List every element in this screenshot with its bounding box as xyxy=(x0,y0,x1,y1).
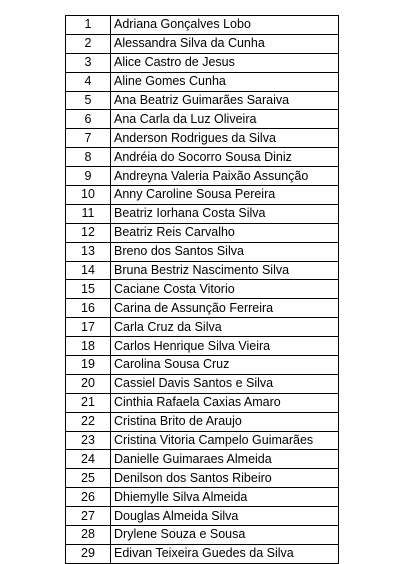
person-name: Carlos Henrique Silva Vieira xyxy=(111,337,339,356)
table-row xyxy=(66,16,339,35)
table-row xyxy=(66,34,339,53)
row-number: 8 xyxy=(66,148,111,167)
row-number: 23 xyxy=(66,431,111,450)
row-number: 16 xyxy=(66,299,111,318)
row-number: 11 xyxy=(66,204,111,223)
row-number: 27 xyxy=(66,507,111,526)
table-row xyxy=(66,261,339,280)
person-name: Cristina Brito de Araujo xyxy=(111,412,339,431)
table-row xyxy=(66,450,339,469)
table-row xyxy=(66,488,339,507)
row-number: 28 xyxy=(66,526,111,545)
person-name: Anderson Rodrigues da Silva xyxy=(111,129,339,148)
table-row xyxy=(66,469,339,488)
person-name: Anny Caroline Sousa Pereira xyxy=(111,186,339,205)
row-number: 13 xyxy=(66,242,111,261)
table-row xyxy=(66,280,339,299)
person-name: Ana Carla da Luz Oliveira xyxy=(111,110,339,129)
person-name: Cinthia Rafaela Caxias Amaro xyxy=(111,393,339,412)
person-name: Edivan Teixeira Guedes da Silva xyxy=(111,544,339,563)
person-name: Alice Castro de Jesus xyxy=(111,53,339,72)
table-row xyxy=(66,299,339,318)
person-name: Denilson dos Santos Ribeiro xyxy=(111,469,339,488)
person-name: Douglas Almeida Silva xyxy=(111,507,339,526)
person-name: Andréia do Socorro Sousa Diniz xyxy=(111,148,339,167)
person-name: Carina de Assunção Ferreira xyxy=(111,299,339,318)
person-name: Beatriz Iorhana Costa Silva xyxy=(111,204,339,223)
person-name: Drylene Souza e Sousa xyxy=(111,526,339,545)
table-row xyxy=(66,129,339,148)
table-row xyxy=(66,374,339,393)
row-number: 24 xyxy=(66,450,111,469)
row-number: 25 xyxy=(66,469,111,488)
row-number: 2 xyxy=(66,34,111,53)
table-row xyxy=(66,526,339,545)
table-row xyxy=(66,337,339,356)
name-list-body xyxy=(66,16,339,564)
person-name: Breno dos Santos Silva xyxy=(111,242,339,261)
row-number: 26 xyxy=(66,488,111,507)
row-number: 9 xyxy=(66,167,111,186)
person-name: Adriana Gonçalves Lobo xyxy=(111,16,339,35)
table-row xyxy=(66,356,339,375)
table-row xyxy=(66,393,339,412)
table-row xyxy=(66,431,339,450)
row-number: 20 xyxy=(66,374,111,393)
row-number: 10 xyxy=(66,186,111,205)
row-number: 22 xyxy=(66,412,111,431)
table-row xyxy=(66,544,339,563)
row-number: 4 xyxy=(66,72,111,91)
person-name: Carla Cruz da Silva xyxy=(111,318,339,337)
person-name: Caciane Costa Vitorio xyxy=(111,280,339,299)
person-name: Dhiemylle Silva Almeida xyxy=(111,488,339,507)
row-number: 3 xyxy=(66,53,111,72)
table-row xyxy=(66,110,339,129)
table-row xyxy=(66,223,339,242)
table-row xyxy=(66,318,339,337)
person-name: Beatriz Reis Carvalho xyxy=(111,223,339,242)
table-row xyxy=(66,242,339,261)
table-row xyxy=(66,167,339,186)
person-name: Cristina Vitoria Campelo Guimarães xyxy=(111,431,339,450)
person-name: Carolina Sousa Cruz xyxy=(111,356,339,375)
row-number: 29 xyxy=(66,544,111,563)
row-number: 15 xyxy=(66,280,111,299)
row-number: 6 xyxy=(66,110,111,129)
person-name: Cassiel Davis Santos e Silva xyxy=(111,374,339,393)
name-list-table xyxy=(65,15,339,564)
table-row xyxy=(66,91,339,110)
person-name: Andreyna Valeria Paixão Assunção xyxy=(111,167,339,186)
person-name: Danielle Guimaraes Almeida xyxy=(111,450,339,469)
person-name: Alessandra Silva da Cunha xyxy=(111,34,339,53)
row-number: 7 xyxy=(66,129,111,148)
table-row xyxy=(66,72,339,91)
table-row xyxy=(66,148,339,167)
person-name: Aline Gomes Cunha xyxy=(111,72,339,91)
person-name: Ana Beatriz Guimarães Saraiva xyxy=(111,91,339,110)
row-number: 19 xyxy=(66,356,111,375)
row-number: 21 xyxy=(66,393,111,412)
row-number: 17 xyxy=(66,318,111,337)
table-row xyxy=(66,186,339,205)
table-row xyxy=(66,204,339,223)
row-number: 12 xyxy=(66,223,111,242)
table-row xyxy=(66,507,339,526)
row-number: 1 xyxy=(66,16,111,35)
table-row xyxy=(66,412,339,431)
person-name: Bruna Bestriz Nascimento Silva xyxy=(111,261,339,280)
row-number: 14 xyxy=(66,261,111,280)
row-number: 18 xyxy=(66,337,111,356)
row-number: 5 xyxy=(66,91,111,110)
table-row xyxy=(66,53,339,72)
